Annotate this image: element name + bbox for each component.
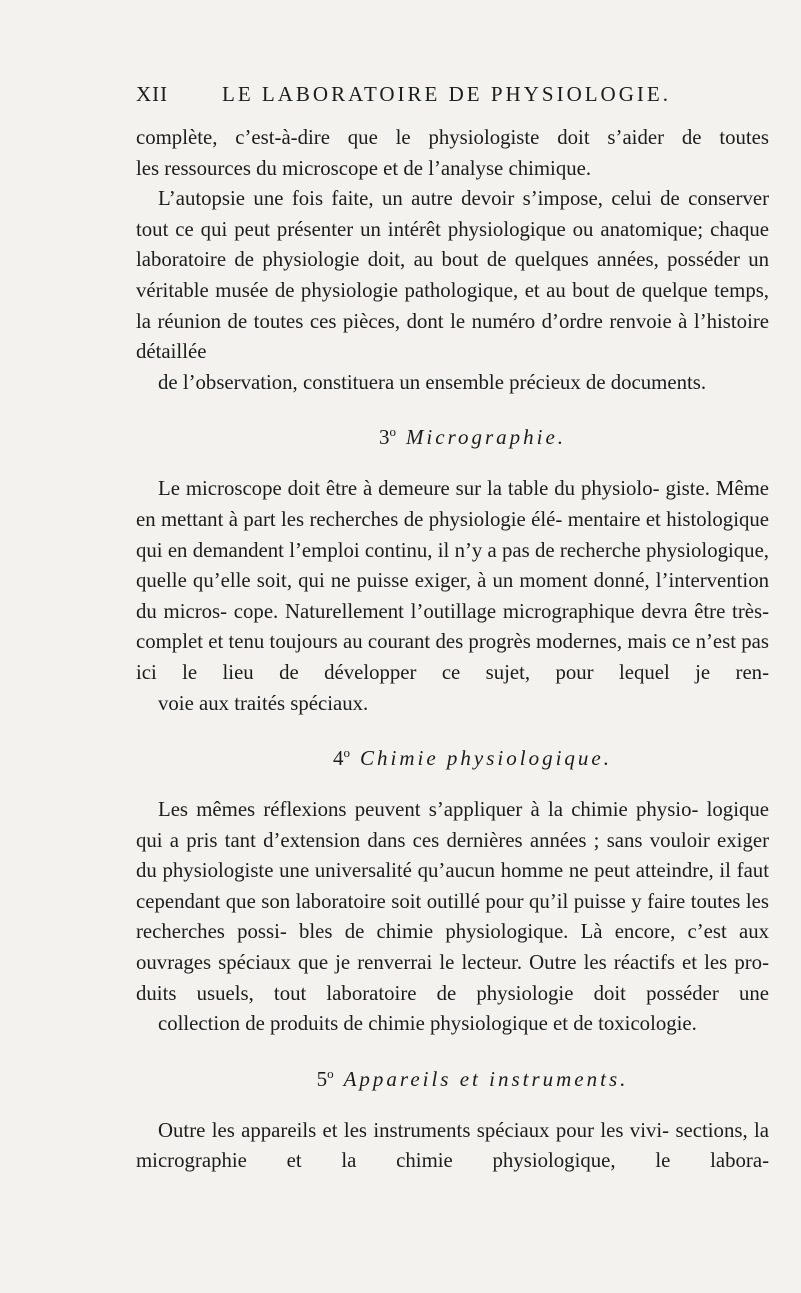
text-line: cope. Naturellement l’outillage micrographique devra être très-	[233, 599, 770, 623]
text-line: anatomique; chaque laboratoire de physiologie doit, au bout de	[136, 217, 769, 272]
text-line: Les mêmes réflexions peuvent s’appliquer à la chimie physio-	[158, 798, 699, 822]
text-line: n’y a pas de recherche physiologique, quelle qu’elle soit, qui ne	[136, 538, 769, 593]
section-heading-appareils	[136, 1066, 769, 1092]
text-line: voie aux traités spéciaux.	[158, 691, 369, 715]
text-line: pathologique, et au bout de quelque temps, la réunion de toutes	[136, 278, 770, 333]
text-line: soit outillé pour qu’il puisse y faire toutes les recherches possi-	[136, 889, 769, 944]
text-line: spéciaux que je renverrai le lecteur. Outre les réactifs et les pro-	[218, 951, 769, 975]
section-heading-chimie	[136, 745, 769, 771]
text-line: quelques années, posséder un véritable musée de physiologie	[136, 248, 770, 302]
text-line: Le microscope doit être à demeure sur la table du physiolo-	[158, 477, 660, 501]
text-line: ces pièces, dont le numéro d’ordre renvoie à l’histoire détaillée	[136, 309, 769, 364]
paragraph-continuation	[136, 123, 769, 184]
paragraph-appareils	[136, 1116, 769, 1177]
section-number: 4$^o$	[333, 745, 350, 771]
text-line: sections, la micrographie et la chimie physiologique, le labora-	[136, 1118, 769, 1173]
running-head	[136, 82, 769, 107]
paragraph-microscope	[136, 474, 769, 719]
text-line: Outre les appareils et les instruments spéciaux pour les vivi-	[158, 1118, 670, 1142]
text-line: L’autopsie une fois faite, un autre devoir s’impose, celui de	[158, 187, 680, 211]
text-line: homme ne peut atteindre, il faut cependant que son laboratoire	[136, 859, 769, 913]
text-line: conserver tout ce qui peut présenter un intérêt physiologique ou	[136, 187, 770, 241]
text-line: les ressources du microscope et de l’analyse chimique.	[136, 156, 592, 180]
text-line: giste. Même en mettant à part les recherches de physiologie élé-	[136, 477, 769, 531]
section-title: Appareils et instruments.	[343, 1066, 629, 1091]
section-title: Chimie physiologique.	[360, 746, 612, 771]
text-line: collection de produits de chimie physiologique et de toxicologie.	[158, 1012, 697, 1036]
text-line: bles de chimie physiologique. Là encore, c’est aux ouvrages	[136, 920, 770, 975]
section-title: Micrographie.	[405, 425, 567, 450]
paragraph-autopsie	[136, 184, 769, 398]
text-line: complet et tenu toujours au courant des progrès modernes, mais	[136, 630, 667, 654]
text-line: sans vouloir exiger du physiologiste une universalité qu’aucun	[136, 828, 769, 883]
text-line: duits usuels, tout laboratoire de physiologie doit posséder une	[136, 981, 769, 1005]
section-number: 3$^o$	[378, 424, 396, 450]
page-number: XII	[136, 82, 169, 106]
section-heading-micrographie	[136, 424, 769, 450]
text-line: puisse exiger, à un moment donné, l’intervention du micros-	[136, 569, 770, 623]
text-line: de l’observation, constituera un ensemble précieux de documents.	[158, 370, 707, 394]
text-line: complète, c’est-à-dire que le physiologiste doit s’aider de toutes	[136, 126, 769, 149]
paragraph-chimie	[136, 795, 769, 1040]
text-line: mentaire et histologique qui en demandent l’emploi continu, il	[136, 507, 770, 562]
section-number: 5$^o$	[316, 1065, 334, 1091]
running-title: LE LABORATOIRE DE PHYSIOLOGIE.	[222, 82, 671, 106]
text-line: ce n’est pas ici le lieu de développer ce sujet, pour lequel je ren-	[136, 630, 769, 684]
text-line: logique qui a pris tant d’extension dans ces dernières années ;	[136, 798, 770, 852]
